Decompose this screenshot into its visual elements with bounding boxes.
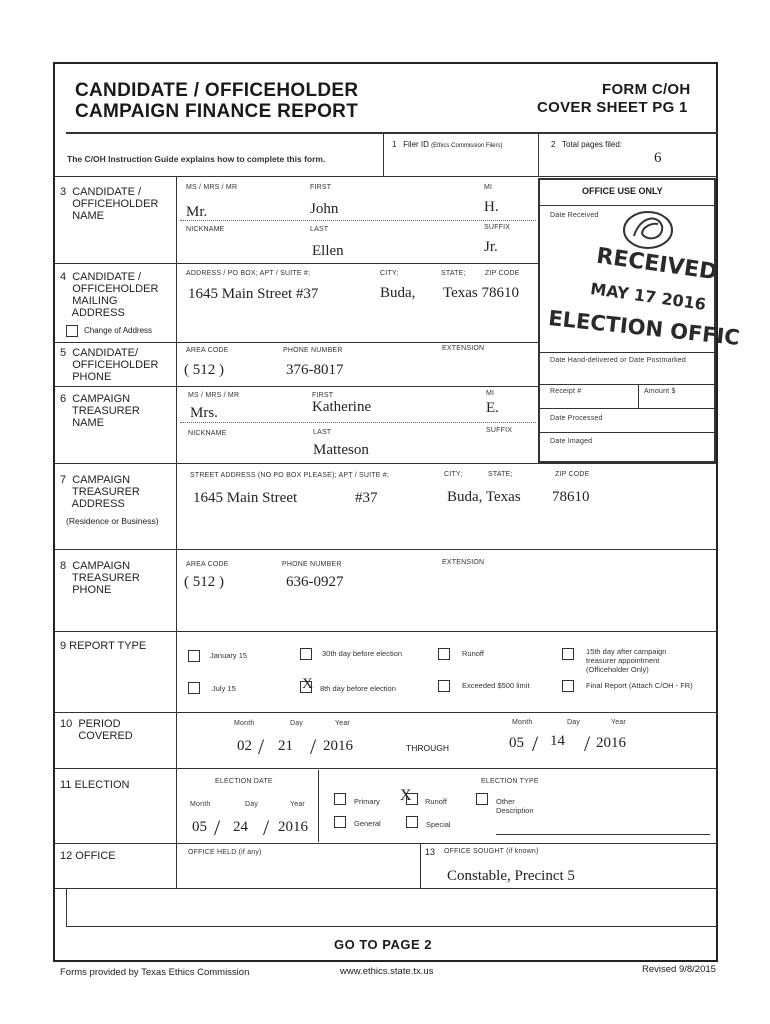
receipt-label: Receipt # (550, 388, 582, 395)
office-use-title: OFFICE USE ONLY (582, 186, 663, 196)
s10-to-month-label: Month (512, 719, 533, 726)
s3-last-label: LAST (310, 226, 329, 233)
s6-first-label: FIRST (312, 392, 334, 399)
imaged-label: Date Imaged (550, 438, 593, 445)
final-report-label: Final Report (Attach C/OH - FR) (586, 681, 693, 690)
s4-city-label: CITY; (380, 270, 399, 277)
candidate-phone-field[interactable]: 376-8017 (286, 362, 344, 378)
s10-slash1: / (258, 734, 265, 759)
section6-label: 6 CAMPAIGN TREASURER NAME (60, 393, 140, 429)
received-stamp-date: MAY 17 2016 (589, 278, 708, 315)
s5-ext-label: EXTENSION (442, 345, 485, 352)
runoff-election-label: Runoff (425, 797, 447, 806)
form-sheet: COVER SHEET PG 1 (537, 99, 688, 116)
form-title-line2: CAMPAIGN FINANCE REPORT (75, 101, 359, 122)
footer-revised: Revised 9/8/2015 (642, 964, 716, 975)
date-received-label: Date Received (550, 212, 599, 219)
s10-to-year-label: Year (611, 719, 626, 726)
other-description-line[interactable] (496, 834, 710, 835)
s11-type-label: ELECTION TYPE (481, 778, 539, 785)
exceeded-checkbox[interactable] (438, 680, 450, 692)
special-label: Special (426, 820, 451, 829)
s3-first-label: FIRST (310, 184, 332, 191)
pages-num: 2 (551, 140, 556, 149)
s5-area-label: AREA CODE (186, 347, 229, 354)
change-of-address-checkbox[interactable] (66, 325, 78, 337)
section5-label: 5 CANDIDATE/ OFFICEHOLDER PHONE (60, 347, 159, 383)
jan15-checkbox[interactable] (188, 650, 200, 662)
s8-area-label: AREA CODE (186, 561, 229, 568)
s6-suffix-label: SUFFIX (486, 427, 513, 434)
s5-phone-label: PHONE NUMBER (283, 347, 343, 354)
candidate-last-field[interactable]: Ellen (312, 243, 344, 259)
runoff-report-label: Runoff (462, 649, 484, 658)
received-stamp: RECEIVED (594, 243, 719, 286)
treasurer-last-field[interactable]: Matteson (313, 442, 369, 458)
candidate-prefix-field[interactable]: Mr. (186, 204, 208, 220)
amount-label: Amount $ (644, 388, 676, 395)
filer-label: Filer ID (403, 140, 429, 149)
section9-label: 9 REPORT TYPE (60, 640, 147, 652)
general-label: General (354, 819, 381, 828)
period-from-year-field[interactable]: 2016 (323, 738, 353, 754)
election-year-field[interactable]: 2016 (278, 819, 308, 835)
section13-num: 13 (425, 847, 436, 857)
filer-num: 1 (392, 140, 397, 149)
candidate-address-field[interactable]: 1645 Main Street #37 (188, 286, 319, 302)
candidate-mi-field[interactable]: H. (484, 199, 499, 215)
s7-state-label: STATE; (488, 471, 513, 478)
election-day-field[interactable]: 24 (233, 819, 248, 835)
treasurer-city-state-field[interactable]: Buda, Texas (447, 489, 521, 505)
processed-label: Date Processed (550, 415, 603, 422)
section7-label: 7 CAMPAIGN TREASURER ADDRESS (60, 474, 140, 510)
s3-nick-label: NICKNAME (186, 226, 225, 233)
runoff-check-mark: X (400, 787, 412, 804)
period-from-day-field[interactable]: 21 (278, 738, 293, 754)
treasurer-zip-field[interactable]: 78610 (552, 489, 590, 505)
filer-sublabel: (Ethics Commission Filers) (431, 143, 503, 149)
change-of-address-label: Change of Address (84, 326, 153, 335)
total-pages-field[interactable]: 6 (654, 150, 662, 166)
primary-checkbox[interactable] (334, 793, 346, 805)
day8-label: 8th day before election (320, 684, 396, 693)
candidate-city-field[interactable]: Buda, (380, 285, 416, 301)
treasurer-apt-field[interactable]: #37 (355, 490, 378, 506)
section10-label: 10 PERIOD COVERED (60, 718, 133, 742)
treasurer-area-code-field[interactable]: ( 512 ) (184, 574, 224, 590)
jan15-label: January 15 (210, 651, 248, 660)
section12-label: 12 OFFICE (60, 850, 116, 862)
s7-city-label: CITY; (444, 471, 463, 478)
section4-label: 4 CANDIDATE / OFFICEHOLDER MAILING ADDRESS (60, 271, 159, 319)
s11-month-label: Month (190, 801, 211, 808)
footer-provided: Forms provided by Texas Ethics Commission (60, 967, 250, 978)
treasurer-first-field[interactable]: Katherine (312, 399, 372, 415)
s10-slash3: / (532, 731, 539, 756)
other-checkbox[interactable] (476, 793, 488, 805)
period-to-year-field[interactable]: 2016 (596, 735, 626, 751)
period-to-day-field[interactable]: 14 (550, 733, 565, 749)
candidate-area-code-field[interactable]: ( 512 ) (184, 362, 224, 378)
s10-slash2: / (310, 734, 317, 759)
s10-to-day-label: Day (567, 719, 581, 726)
candidate-state-zip-field[interactable]: Texas 78610 (443, 285, 520, 301)
s4-zip-label: ZIP CODE (485, 270, 520, 277)
candidate-first-field[interactable]: John (310, 201, 339, 217)
instruction-text: The C/OH Instruction Guide explains how to complete this form. (67, 154, 326, 164)
s11-slash1: / (214, 815, 221, 840)
s11-date-label: ELECTION DATE (215, 778, 273, 785)
office-sought-label: OFFICE SOUGHT (if known) (444, 848, 539, 855)
period-from-month-field[interactable]: 02 (237, 738, 252, 754)
office-sought-field[interactable]: Constable, Precinct 5 (447, 868, 575, 884)
s6-mi-label: MI (486, 390, 495, 397)
header-rule (66, 132, 718, 134)
s8-phone-label: PHONE NUMBER (282, 561, 342, 568)
jul15-label: July 15 (212, 684, 236, 693)
treasurer-phone-field[interactable]: 636-0927 (286, 574, 344, 590)
s6-last-label: LAST (313, 429, 332, 436)
treasurer-mi-field[interactable]: E. (486, 400, 499, 416)
s11-year-label: Year (290, 801, 305, 808)
s10-from-month-label: Month (234, 720, 255, 727)
section7-sublabel: (Residence or Business) (66, 516, 159, 526)
s3-mi-label: MI (484, 184, 493, 191)
s10-from-day-label: Day (290, 720, 304, 727)
treasurer-street-field[interactable]: 1645 Main Street (193, 490, 298, 506)
general-checkbox[interactable] (334, 816, 346, 828)
day15-checkbox[interactable] (562, 648, 574, 660)
election-office-stamp: ELECTION OFFIC (547, 306, 741, 350)
other-label: Other Description (496, 797, 534, 815)
s3-prefix-label: MS / MRS / MR (186, 184, 238, 191)
s8-ext-label: EXTENSION (442, 559, 485, 566)
section11-label: 11 ELECTION (60, 779, 130, 791)
s4-state-label: STATE; (441, 270, 466, 277)
jul15-checkbox[interactable] (188, 682, 200, 694)
section3-label: 3 CANDIDATE / OFFICEHOLDER NAME (60, 186, 159, 222)
footer-url: www.ethics.state.tx.us (340, 966, 434, 977)
day30-label: 30th day before election (322, 649, 403, 658)
primary-label: Primary (354, 797, 380, 806)
s11-slash2: / (263, 815, 270, 840)
s7-street-label: STREET ADDRESS (NO PO BOX PLEASE); APT / SUITE #; (190, 472, 389, 479)
treasurer-prefix-field[interactable]: Mrs. (190, 405, 218, 421)
form-code: FORM C/OH (602, 81, 691, 98)
s7-zip-label: ZIP CODE (555, 471, 590, 478)
election-month-field[interactable]: 05 (192, 819, 207, 835)
s3-suffix-label: SUFFIX (484, 224, 511, 231)
go-to-page-2: GO TO PAGE 2 (334, 937, 432, 952)
through-label: THROUGH (406, 743, 449, 753)
s10-from-year-label: Year (335, 720, 350, 727)
final-report-checkbox[interactable] (562, 680, 574, 692)
day30-checkbox[interactable] (300, 648, 312, 660)
section8-label: 8 CAMPAIGN TREASURER PHONE (60, 560, 140, 596)
s6-nick-label: NICKNAME (188, 430, 227, 437)
s11-day-label: Day (245, 801, 259, 808)
office-held-label: OFFICE HELD (if any) (188, 849, 262, 856)
hand-delivered-label: Date Hand-delivered or Date Postmarked (550, 357, 686, 364)
s4-addr-label: ADDRESS / PO BOX; APT / SUITE #; (186, 270, 311, 277)
pages-label: Total pages filed: (561, 140, 623, 149)
runoff-report-checkbox[interactable] (438, 648, 450, 660)
day15-label: 15th day after campaign treasurer appointment (Officeholder Only) (586, 647, 667, 674)
period-to-month-field[interactable]: 05 (509, 735, 524, 751)
exceeded-label: Exceeded $500 limit (462, 681, 530, 690)
day8-check-mark: X (302, 676, 313, 692)
candidate-suffix-field[interactable]: Jr. (484, 239, 498, 255)
form-title-line1: CANDIDATE / OFFICEHOLDER (75, 80, 359, 101)
s6-prefix-label: MS / MRS / MR (188, 392, 240, 399)
special-checkbox[interactable] (406, 816, 418, 828)
s10-slash4: / (584, 731, 591, 756)
